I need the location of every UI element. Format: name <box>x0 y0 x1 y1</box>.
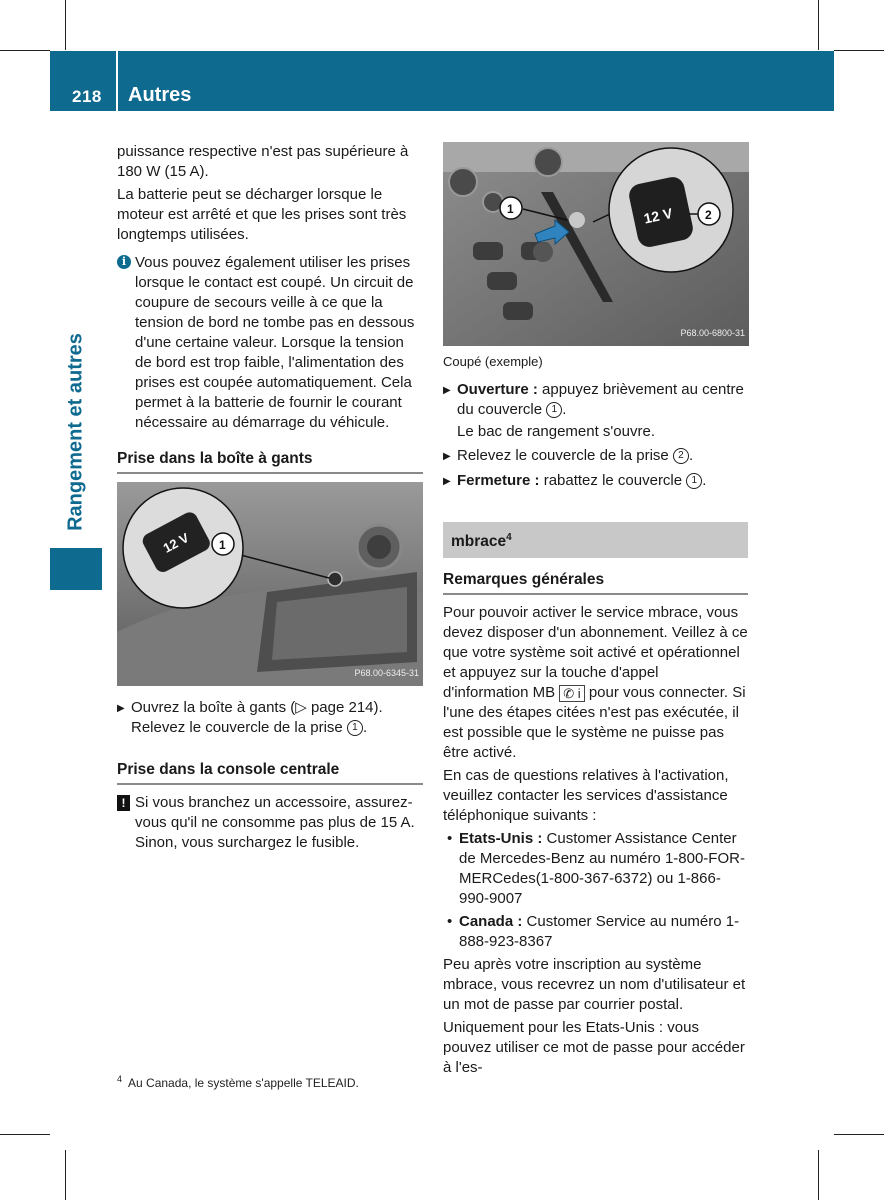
bullet-dot: • <box>447 913 453 931</box>
subheading-general: Remarques générales <box>443 570 748 595</box>
heading-center-console: Prise dans la console centrale <box>117 760 423 785</box>
list-item-text: Customer Service au numéro 1-888-923-8367 <box>459 913 740 951</box>
step-bold: Fermeture : <box>457 472 540 489</box>
crop-mark <box>818 0 819 50</box>
paragraph-text: Pour pouvoir activer le service mbrace, vous devez disposer d'un abonnement. Veillez à ce que votre système soit activé et opérationnel et appuyez sur la touche d'appel d'information MB <box>443 604 748 702</box>
photo-code: P68.00-6345-31 <box>354 668 419 678</box>
instruction-step: ▶ Ouverture : appuyez brièvement au centre du couvercle 1 . Le bac de rangement s'ouvre. <box>443 380 748 442</box>
crop-mark <box>65 1150 66 1200</box>
callout-2: 2 <box>705 208 712 222</box>
crop-mark <box>834 50 884 51</box>
bullet-dot: • <box>447 830 453 848</box>
paragraph: puissance respective n'est pas supérieure à 180 W (15 A). <box>117 143 409 180</box>
info-note-text: Vous pouvez également utiliser les prises lorsque le contact est coupé. Un circuit de coupure de secours veille à ce que la tension de bord ne tombe pas en dessous d'une certaine valeur. Lorsque la tension de bord est trop faible, l'alimentation des prises est coupée automatiquement. Cela permet à la batterie de fournir le courant nécessaire au démarrage du véhicule. <box>135 254 415 431</box>
crop-mark <box>818 1150 819 1200</box>
warning-icon: ! <box>117 795 130 811</box>
photo-glovebox-socket <box>117 482 423 686</box>
crop-mark <box>65 0 66 50</box>
paragraph: Peu après votre inscription au système mbrace, vous recevrez un nom d'utilisateur et un mot de passe par courrier postal. <box>443 956 746 1014</box>
crop-mark <box>0 50 50 51</box>
right-column <box>443 142 748 1081</box>
step-text: appuyez brièvement au centre du couvercle <box>457 381 744 418</box>
paragraph: La batterie peut se décharger lorsque le moteur est arrêté et que les prises sont très longtemps utilisées. <box>117 186 407 243</box>
paragraph: Uniquement pour les Etats-Unis : vous pouvez utiliser ce mot de passe pour accéder à l'es- <box>443 1019 745 1077</box>
mbrace-title: mbrace <box>451 533 507 551</box>
info-icon: i <box>117 255 131 269</box>
footnote-number: 4 <box>117 1074 123 1084</box>
crop-mark <box>0 1134 50 1135</box>
callout-number: 1 <box>347 720 363 736</box>
warning-note-text: Si vous branchez un accessoire, assurez-vous qu'il ne consomme pas plus de 15 A. Sinon, vous surchargez le fusible. <box>135 794 415 851</box>
step-bold: Ouverture : <box>457 381 538 398</box>
crop-mark <box>834 1134 884 1135</box>
mbrace-heading <box>443 522 748 558</box>
step-arrow-icon: ▶ <box>117 703 125 714</box>
header-bar <box>118 51 834 111</box>
paragraph-text: pour vous connecter. Si l'une des étapes citées n'est pas exécutée, il est possible que le système ne puisse pas être activé. <box>443 684 746 762</box>
step-text: Relevez le couvercle de la prise <box>131 719 343 736</box>
callout-number: 1 <box>546 402 562 418</box>
photo-caption: Coupé (exemple) <box>443 354 543 369</box>
list-item-bold: Canada : <box>459 913 523 931</box>
step-arrow-icon: ▶ <box>443 451 451 462</box>
left-column <box>117 142 423 853</box>
footnote <box>117 1074 359 1090</box>
list-item <box>443 912 748 952</box>
callout-1: 1 <box>219 538 226 552</box>
photo-illustration <box>117 482 423 686</box>
step-result: Le bac de rangement s'ouvre. <box>457 423 655 440</box>
paragraph: En cas de questions relatives à l'activation, veuillez contacter les services d'assistance téléphonique suivants : <box>443 767 729 825</box>
step-text: rabattez le couvercle <box>543 472 683 489</box>
step-arrow-icon: ▶ <box>443 385 451 396</box>
list-item-text: Customer Assistance Center de Mercedes-Benz au numéro 1-800-FOR-MERCedes(1-800-367-6372) ou 1-866-990-9007 <box>459 830 745 908</box>
callout-number: 1 <box>686 473 702 489</box>
footnote-text: Au Canada, le système s'appelle TELEAID. <box>128 1076 359 1090</box>
socket-label: 12 V <box>160 530 192 556</box>
step-arrow-icon: ▶ <box>443 476 451 487</box>
warning-note <box>117 793 423 853</box>
instruction-step: ▶ Ouvrez la boîte à gants (▷ page 214). Relevez le couvercle de la prise 1 . <box>117 698 423 738</box>
section-title: Autres <box>128 84 192 106</box>
side-tab-label: Rangement et autres <box>64 333 87 531</box>
callout-number: 2 <box>673 448 689 464</box>
callout-1: 1 <box>507 202 514 216</box>
instruction-step: ▶ Fermeture : rabattez le couvercle 1 . <box>443 471 748 492</box>
footnote-ref: 4 <box>506 532 512 543</box>
step-text: Ouvrez la boîte à gants (▷ page 214). <box>131 699 383 716</box>
photo-code: P68.00-6800-31 <box>680 328 745 338</box>
info-note <box>117 253 423 433</box>
list-item <box>443 829 748 909</box>
paragraph <box>443 603 748 763</box>
photo-console-socket <box>443 142 749 346</box>
heading-glovebox: Prise dans la boîte à gants <box>117 449 423 474</box>
list-item-bold: Etats-Unis : <box>459 830 543 848</box>
phone-info-key: ✆ i <box>559 685 584 702</box>
step-text: Relevez le couvercle de la prise <box>457 447 669 464</box>
instruction-step: ▶ Relevez le couvercle de la prise 2 . <box>443 446 748 467</box>
socket-label: 12 V <box>642 204 674 227</box>
page-number: 218 <box>72 87 102 106</box>
side-tab-marker <box>50 548 102 590</box>
photo-illustration <box>443 142 749 346</box>
